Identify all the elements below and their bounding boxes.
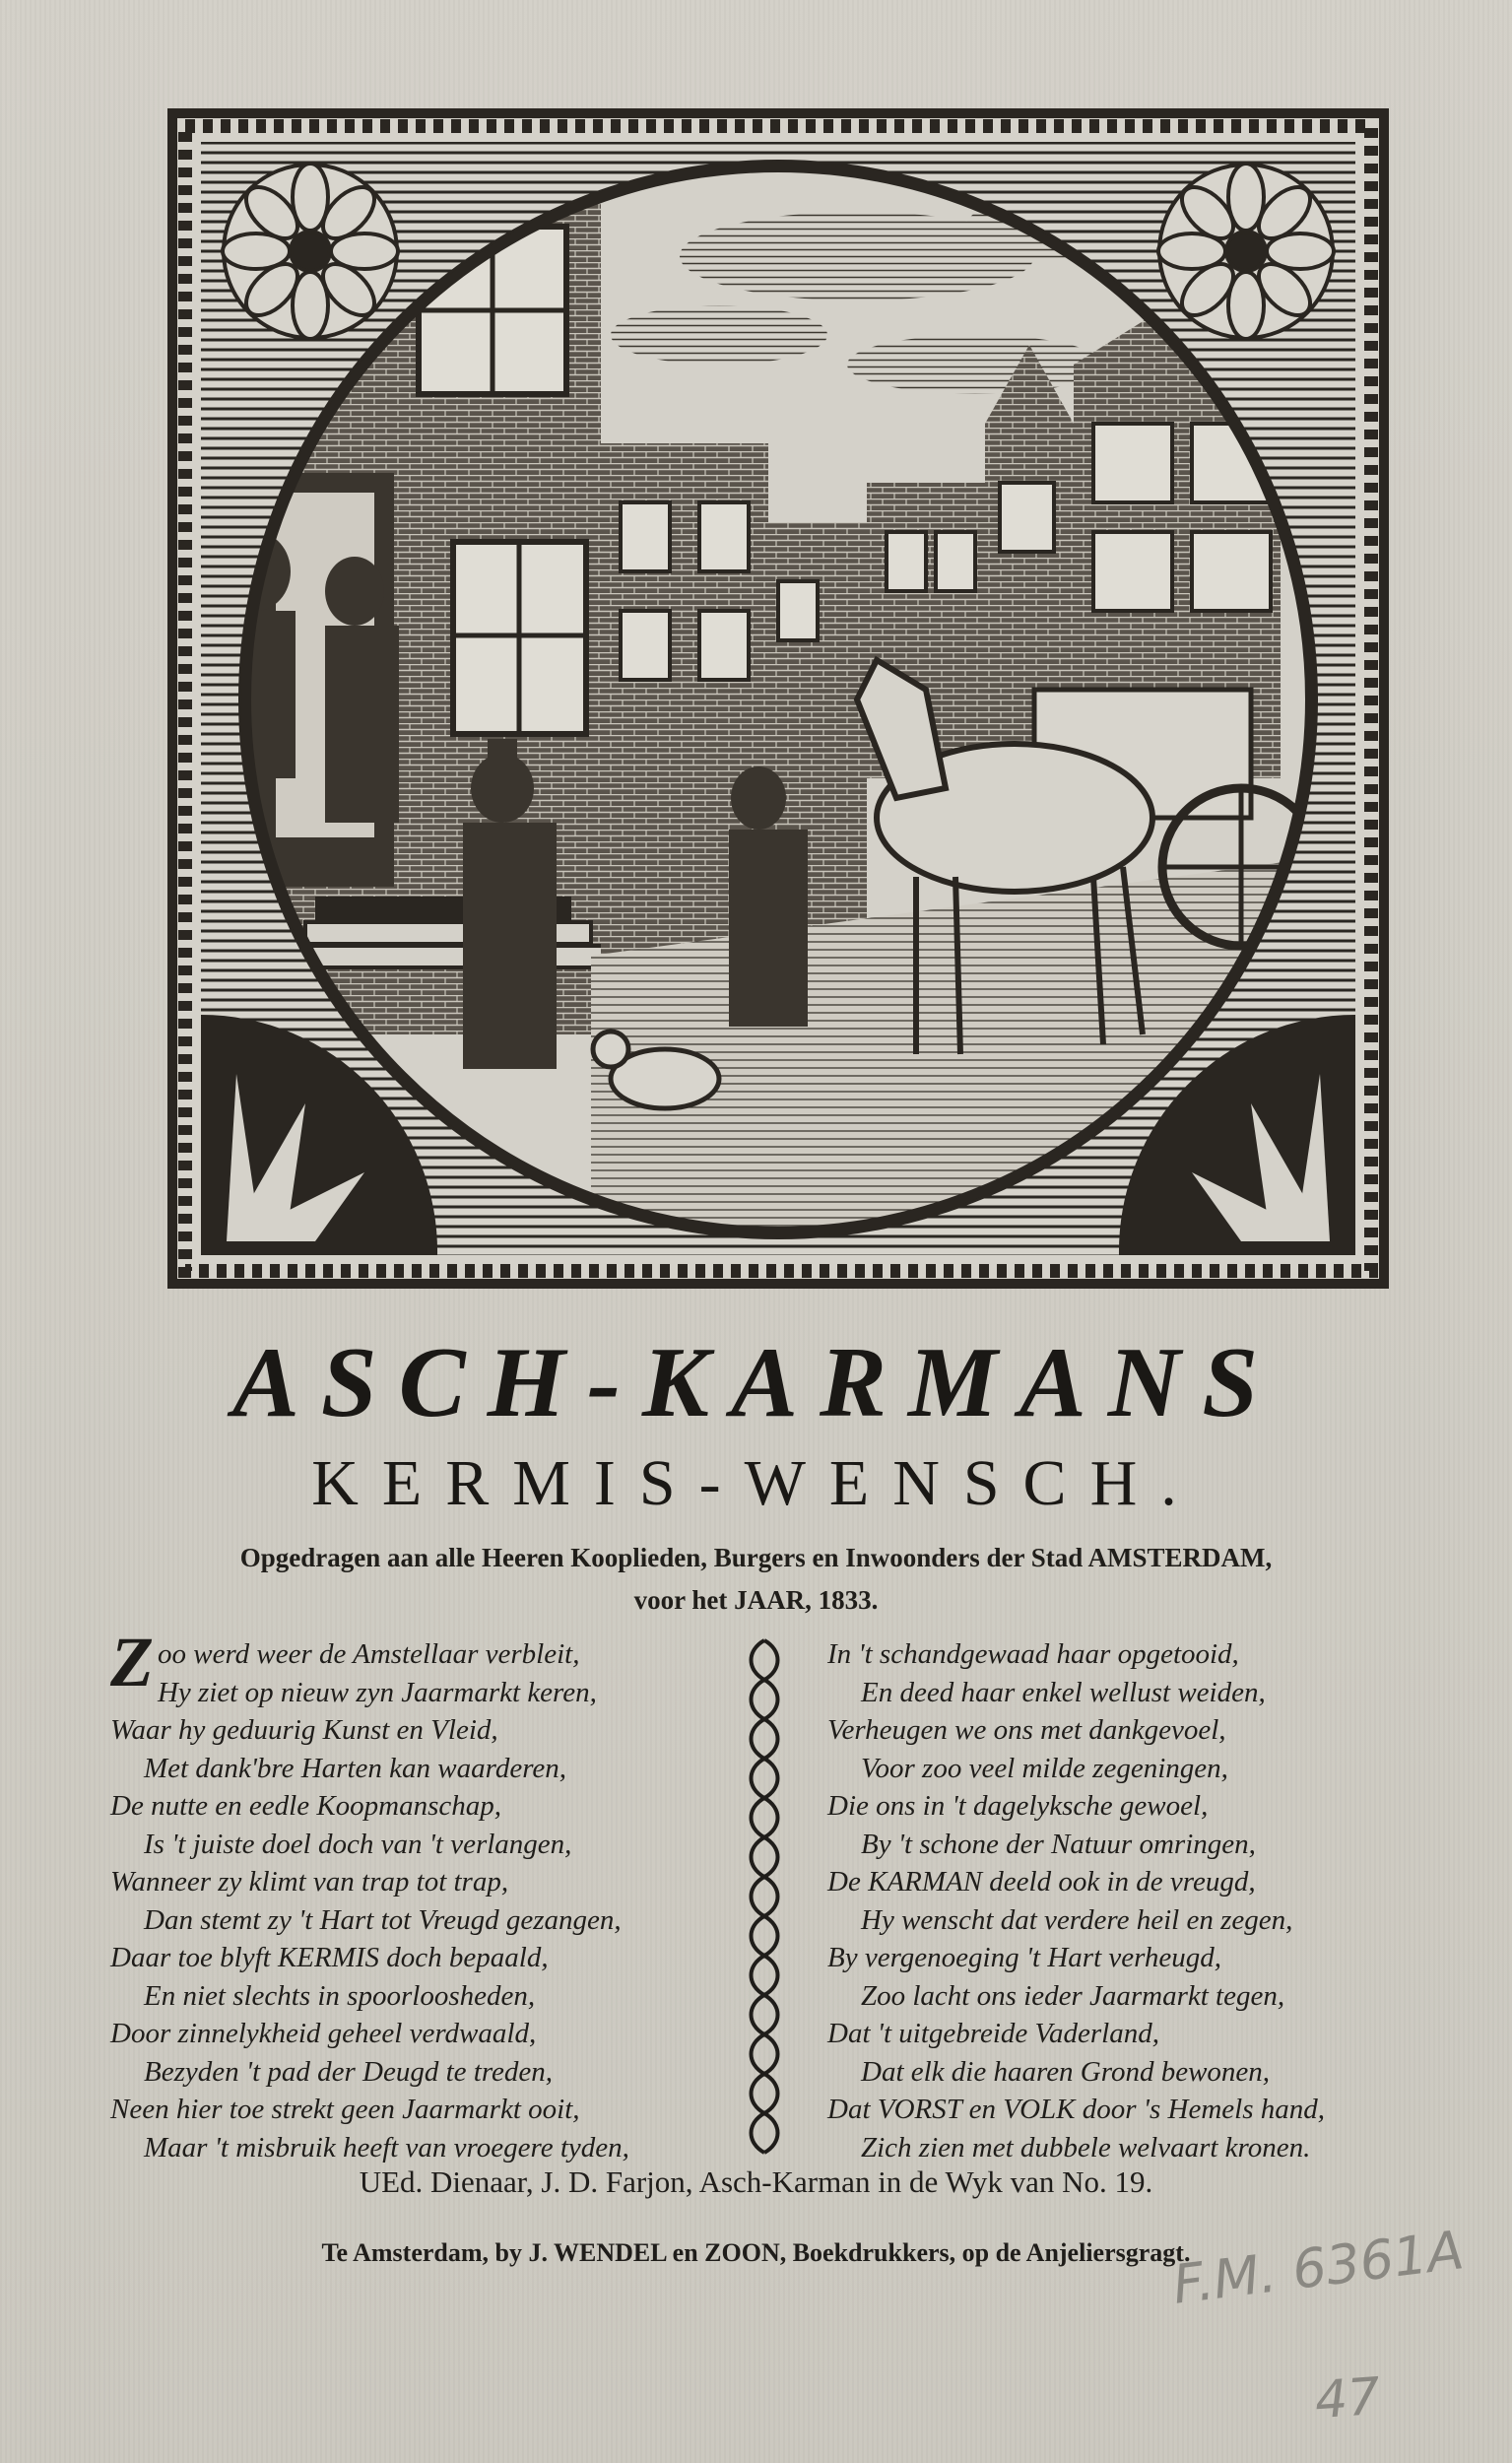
poem-line: By 't schone der Natuur omringen, (861, 1828, 1256, 1860)
dedication-line-1: Opgedragen aan alle Heeren Kooplieden, Burgers en Inwoonders der Stad AMSTERDAM, (239, 1543, 1273, 1572)
poem-line: Maar 't misbruik heeft van vroegere tyden, (144, 2131, 629, 2163)
poem-line: Hy wenscht dat verdere heil en zegen, (861, 1903, 1293, 1936)
dedication (148, 1537, 1364, 1622)
poem-line: Voor zoo veel milde zegeningen, (861, 1752, 1228, 1784)
poem-line: Door zinnelykheid geheel verdwaald, (110, 2018, 537, 2049)
poem-line: Hy ziet op nieuw zyn Jaarmarkt keren, (157, 1676, 597, 1708)
title-main: ASCH-KARMANS (231, 1327, 1281, 1438)
poem-line: Is 't juiste doel doch van 't verlangen, (144, 1828, 572, 1860)
poem-right-column (827, 1635, 1438, 2166)
poem-line: De KARMAN deeld ook in de vreugd, (827, 1866, 1256, 1897)
drop-cap: Z (110, 1623, 154, 1701)
ornamental-divider (737, 1631, 792, 2163)
poem-line: Daar toe blyft KERMIS doch bepaald, (110, 1942, 549, 1973)
poem-line: Wanneer zy klimt van trap tot trap, (110, 1866, 509, 1897)
poem-line: Zich zien met dubbele welvaart kronen. (861, 2131, 1311, 2163)
dedication-line-2: voor het JAAR, 1833. (633, 1585, 879, 1615)
inventory-number-annotation: F.M. 6361A (1169, 2219, 1468, 2316)
poem-line: Bezyden 't pad der Deugd te treden, (144, 2055, 554, 2088)
poem-line: Die ons in 't dagelyksche gewoel, (827, 1790, 1209, 1822)
title-sub: KERMIS-WENSCH. (311, 1447, 1201, 1519)
poem-line: Zoo werd weer de Amstellaar verbleit, (110, 1623, 580, 1701)
poem-line: En deed haar enkel wellust weiden, (861, 1676, 1266, 1708)
poem-line: Waar hy geduurig Kunst en Vleid, (110, 1714, 498, 1746)
handwritten-number-annotation: 47 (1312, 2366, 1383, 2431)
woodcut-illustration (167, 108, 1389, 1289)
signature-line: UEd. Dienaar, J. D. Farjon, Asch-Karman in de Wyk van No. 19. (359, 2164, 1153, 2199)
poem-line: Zoo lacht ons ieder Jaarmarkt tegen, (861, 1979, 1285, 2012)
poem-line: Dat 't uitgebreide Vaderland, (827, 2018, 1159, 2049)
poem-left-column (110, 1623, 731, 2166)
poem-line: En niet slechts in spoorloosheden, (144, 1979, 536, 2012)
poem-line: Dat VORST en VOLK door 's Hemels hand, (827, 2094, 1325, 2125)
poem-line: Dat elk die haaren Grond bewonen, (861, 2055, 1271, 2088)
poem-line: By vergenoeging 't Hart verheugd, (827, 1942, 1222, 1973)
poem-line: Met dank'bre Harten kan waarderen, (144, 1752, 567, 1784)
poem-line: De nutte en eedle Koopmanschap, (110, 1790, 502, 1822)
printer-imprint: Te Amsterdam, by J. WENDEL en ZOON, Boekdrukkers, op de Anjeliersgragt. (321, 2238, 1191, 2267)
poem-line: Verheugen we ons met dankgevoel, (827, 1714, 1226, 1746)
poem-line: Dan stemt zy 't Hart tot Vreugd gezangen, (144, 1903, 622, 1936)
poem-line: In 't schandgewaad haar opgetooid, (827, 1638, 1239, 1670)
poem-line: Neen hier toe strekt geen Jaarmarkt ooit, (110, 2094, 580, 2125)
